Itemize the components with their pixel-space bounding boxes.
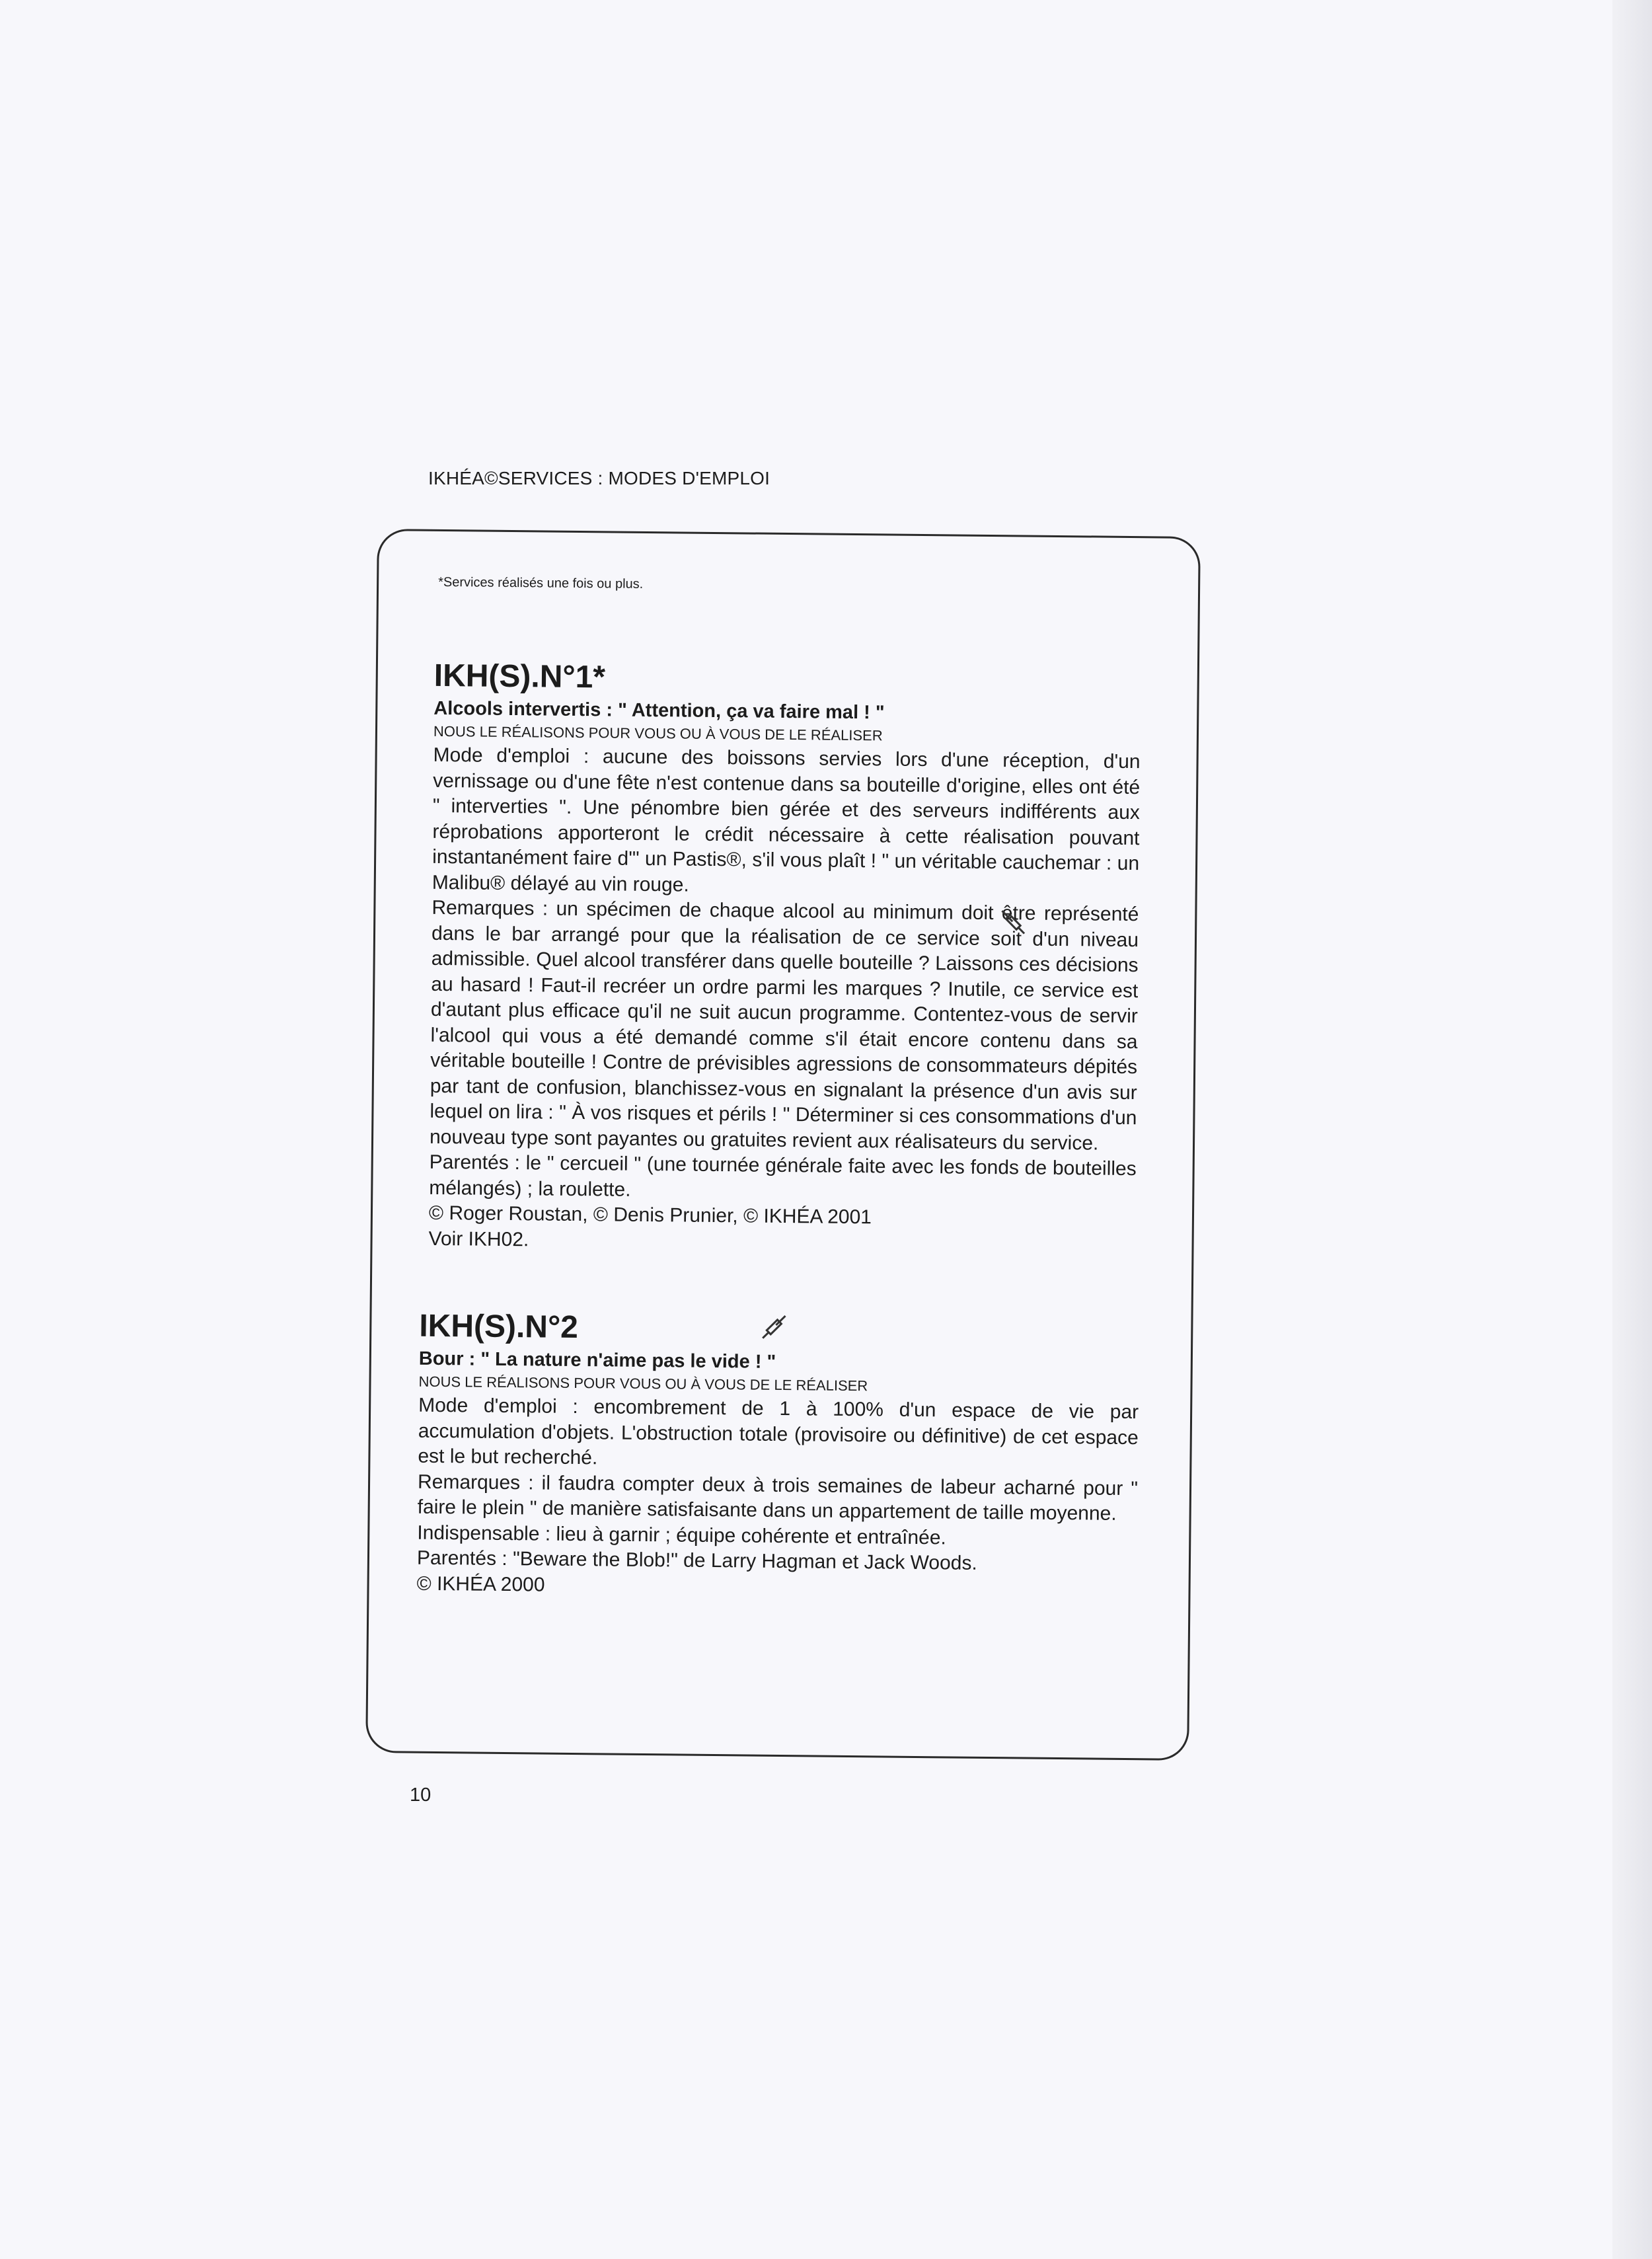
entry-subtitle: Alcools intervertis : " Attention, ça va faire mal ! " [433, 697, 885, 724]
see-also-line: Voir IKH02. [428, 1227, 529, 1250]
indispensable-line: Indispensable : lieu à garnir ; équipe cohérente et entraînée. [417, 1521, 947, 1549]
page-number: 10 [410, 1784, 432, 1806]
entry-title: IKH(S).N°2 [419, 1308, 579, 1346]
page-edge-shadow [1612, 0, 1652, 2259]
entry-subtitle: Bour : " La nature n'aime pas le vide ! " [418, 1348, 776, 1373]
remarques-paragraph: Remarques : un spécimen de chaque alcool au minimum doit être représenté dans le bar arrangé pour que la réalisation de ce service soit d'un niveau admissible. Quel alcool transférer dans quelle bouteille ? Laissons ces décisions au hasard ! Faut-il recréer un ordre parmi les marques ? Inutile, ce service est d'autant plus efficace qu'il ne suit aucun programme. Contentez-vous de servir l'alcool qui vous a été demandé comme s'il était encore contenu dans sa véritable bouteille ! Contre de prévisibles agressions de consommateurs dépités par tant de confusion, blanchissez-vous en signalant la présence d'un avis sur lequel on lira : " À vos risques et périls ! " Déterminer si ces consommations d'un nouveau type sont payantes ou gratuites revient aux réalisateurs du service. [429, 896, 1139, 1155]
copyright-line: © Roger Roustan, © Denis Prunier, © IKHÉA 2001 [428, 1202, 872, 1229]
parentes-line: Parentés : "Beware the Blob!" de Larry Hagman et Jack Woods. [416, 1547, 977, 1574]
entry-tagline: NOUS LE RÉALISONS POUR VOUS OU À VOUS DE LE RÉALISER [418, 1373, 868, 1395]
copyright-line: © IKHÉA 2000 [416, 1572, 545, 1596]
mode-emploi-paragraph: Mode d'emploi : encombrement de 1 à 100% d'un espace de vie par accumulation d'objets. L'obstruction totale (provisoire ou définitive) de cet espace est le but recherché. [418, 1394, 1139, 1469]
content-frame [365, 529, 1201, 1761]
mode-emploi-paragraph: Mode d'emploi : aucune des boissons servies lors d'une réception, d'un vernissage ou d'une fête n'est contenue dans sa bouteille d'origine, elles ont été " interverties ". Une pénombre bien gérée et des serveurs indifférents aux réprobations apporteront le crédit nécessaire à cette réalisation pouvant instantanément faire d'" un Pastis®, s'il vous plaît ! " un véritable cauchemar : un Malibu® délayé au vin rouge. [432, 744, 1141, 896]
entry-title: IKH(S).N°1* [433, 658, 606, 695]
parentes-paragraph: Parentés : le " cercueil " (une tournée générale faite avec les fonds de bouteilles mélangés) ; la roulette. [429, 1151, 1137, 1201]
service-entry-1 [428, 657, 1141, 1258]
service-entry-2 [416, 1307, 1139, 1603]
remarques-paragraph: Remarques : il faudra compter deux à trois semaines de labeur acharné pour " faire le plein " de manière satisfaisante dans un appartement de taille moyenne. [417, 1471, 1139, 1525]
entry-tagline: NOUS LE RÉALISONS POUR VOUS OU À VOUS DE LE RÉALISER [433, 722, 883, 744]
trowel-stamp-icon [998, 905, 1028, 936]
page-header: IKHÉA©SERVICES : MODES D'EMPLOI [428, 468, 770, 488]
footnote: *Services réalisés une fois ou plus. [438, 574, 644, 592]
